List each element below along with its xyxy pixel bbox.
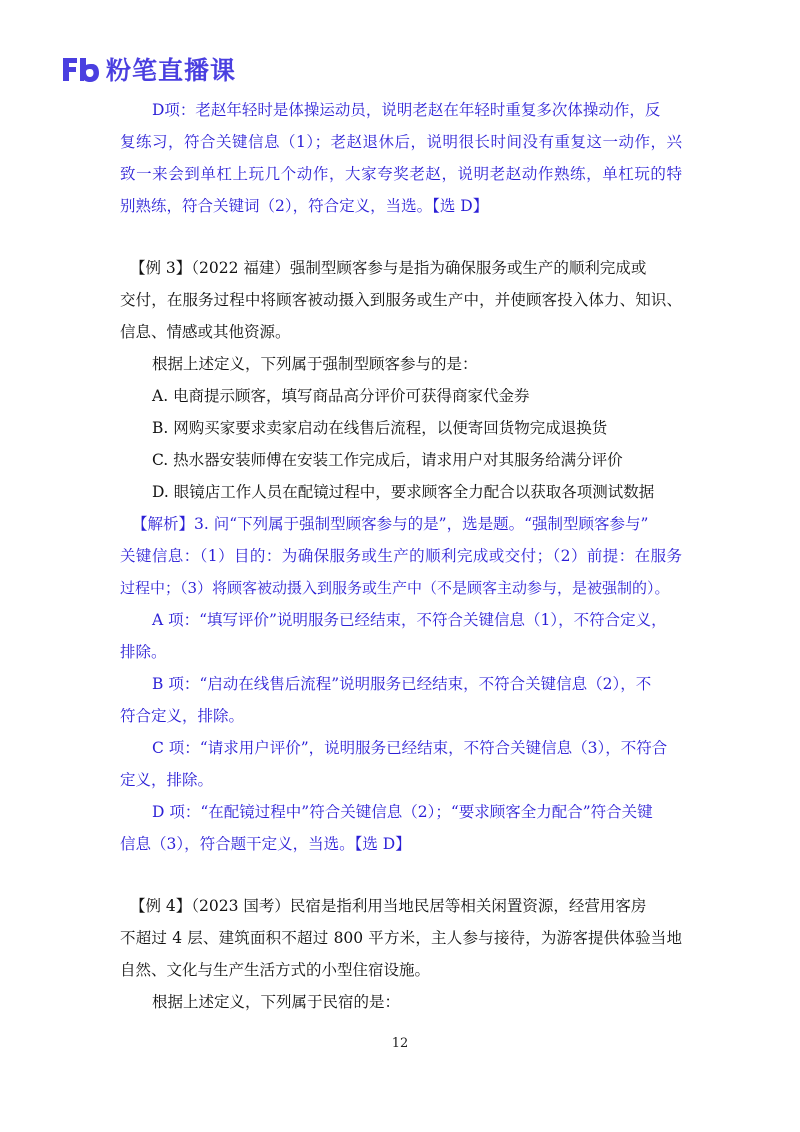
paragraph-line: D项：老赵年轻时是体操运动员，说明老赵在年轻时重复多次体操动作，反	[152, 101, 661, 119]
analysis-heading: 【解析】3. 问“下列属于强制型顾客参与的是”，选是题。“强制型顾客参与”	[132, 515, 649, 533]
brand-logo	[60, 52, 236, 86]
logo-text: 粉笔直播课	[106, 56, 237, 85]
paragraph-line: 致一来会到单杠上玩几个动作，大家夸奖老赵，说明老赵动作熟练，单杠玩的特	[120, 165, 682, 183]
question-prompt: 根据上述定义，下列属于强制型顾客参与的是：	[152, 355, 478, 373]
analysis-option-d: D 项：“在配镜过程中”符合关键信息（2）；“要求顾客全力配合”符合关键	[152, 803, 653, 821]
fb-logo-icon	[60, 54, 100, 84]
paragraph-line: 复练习，符合关键信息（1）；老赵退休后，说明很长时间没有重复这一动作，兴	[120, 133, 682, 151]
question-heading: 【例 4】（2023 国考）民宿是指利用当地民居等相关闲置资源，经营用客房	[130, 897, 647, 915]
paragraph-line: 符合定义，排除。	[120, 707, 245, 725]
analysis-option-c: C 项：“请求用户评价”，说明服务已经结束，不符合关键信息（3），不符合	[152, 739, 668, 757]
paragraph-line: 排除。	[120, 643, 167, 661]
option-a: A. 电商提示顾客，填写商品高分评价可获得商家代金券	[152, 387, 530, 405]
question-prompt: 根据上述定义，下列属于民宿的是：	[152, 993, 401, 1011]
question-heading: 【例 3】（2022 福建）强制型顾客参与是指为确保服务或生产的顺利完成或	[130, 259, 647, 277]
option-b: B. 网购买家要求卖家启动在线售后流程，以便寄回货物完成退换货	[152, 419, 608, 437]
option-c: C. 热水器安装师傅在安装工作完成后，请求用户对其服务给满分评价	[152, 451, 623, 469]
paragraph-line: 信息（3），符合题干定义，当选。【选 D】	[120, 835, 411, 853]
option-d: D. 眼镜店工作人员在配镜过程中，要求顾客全力配合以获取各项测试数据	[152, 483, 655, 501]
paragraph-line: 关键信息：（1）目的：为确保服务或生产的顺利完成或交付；（2）前提：在服务	[120, 547, 682, 565]
paragraph-line: 别熟练，符合关键词（2），符合定义，当选。【选 D】	[120, 197, 489, 215]
paragraph-line: 信息、情感或其他资源。	[120, 323, 291, 341]
analysis-option-b: B 项：“启动在线售后流程”说明服务已经结束，不符合关键信息（2），不	[152, 675, 652, 693]
paragraph-line: 过程中；（3）将顾客被动摄入到服务或生产中（不是顾客主动参与，是被强制的）。	[120, 579, 670, 597]
page-number: 12	[391, 1036, 409, 1051]
paragraph-line: 不超过 4 层、建筑面积不超过 800 平方米，主人参与接待，为游客提供体验当地	[120, 929, 682, 947]
analysis-option-a: A 项：“填写评价”说明服务已经结束，不符合关键信息（1），不符合定义，	[152, 611, 667, 629]
paragraph-line: 自然、文化与生产生活方式的小型住宿设施。	[120, 961, 431, 979]
paragraph-line: 定义，排除。	[120, 771, 214, 789]
paragraph-line: 交付，在服务过程中将顾客被动摄入到服务或生产中，并使顾客投入体力、知识、	[120, 291, 682, 309]
